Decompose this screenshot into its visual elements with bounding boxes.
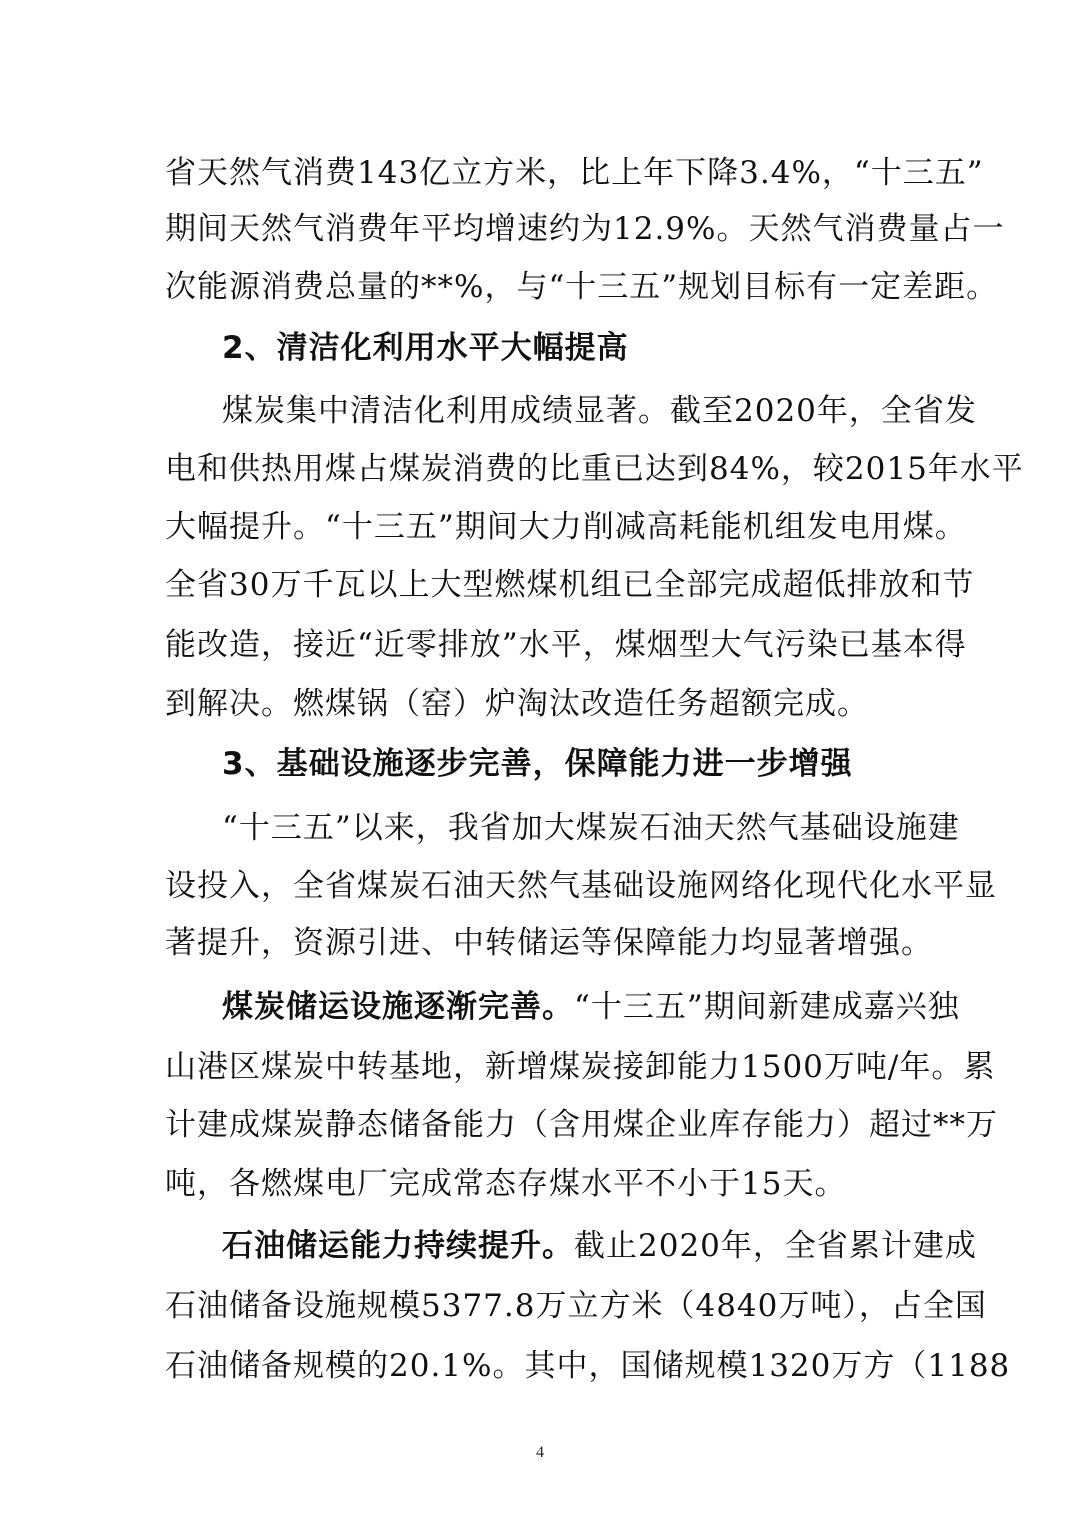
lead-in-bold: 石油储运能力持续提升。 — [222, 1228, 574, 1264]
paragraph-line: 计建成煤炭静态储备能力（含用煤企业库存能力）超过**万 — [165, 1107, 998, 1143]
paragraph-line: 全省30万千瓦以上大型燃煤机组已全部完成超低排放和节 — [165, 567, 975, 603]
paragraph-line: 大幅提升。“十三五”期间大力削减高耗能机组发电用煤。 — [165, 509, 967, 545]
section-heading: 2、清洁化利用水平大幅提高 — [222, 330, 629, 366]
lead-in-bold: 煤炭储运设施逐渐完善。 — [222, 989, 574, 1025]
paragraph-line: 电和供热用煤占煤炭消费的比重已达到84%，较2015年水平 — [165, 451, 1024, 487]
paragraph-line: 著提升，资源引进、中转储运等保障能力均显著增强。 — [165, 925, 933, 961]
paragraph-line: 石油储备规模的20.1%。其中，国储规模1320万方（1188 — [165, 1348, 1011, 1384]
section-heading: 3、基础设施逐步完善，保障能力进一步增强 — [222, 746, 853, 782]
paragraph-line: 山港区煤炭中转基地，新增煤炭接卸能力1500万吨/年。累 — [165, 1049, 996, 1085]
paragraph-line: 省天然气消费143亿立方米，比上年下降3.4%，“十三五” — [165, 155, 984, 191]
paragraph-line: 到解决。燃煤锅（窑）炉淘汰改造任务超额完成。 — [165, 686, 869, 722]
paragraph-line: 设投入，全省煤炭石油天然气基础设施网络化现代化水平显 — [165, 868, 997, 904]
paragraph-line: 吨，各燃煤电厂完成常态存煤水平不小于15天。 — [165, 1166, 847, 1202]
paragraph-line: 煤炭集中清洁化利用成绩显著。截至2020年，全省发 — [222, 393, 977, 429]
paragraph-line: 石油储备设施规模5377.8万立方米（4840万吨），占全国 — [165, 1288, 987, 1324]
paragraph-line: “十三五”以来，我省加大煤炭石油天然气基础设施建 — [222, 810, 960, 846]
paragraph-line: 次能源消费总量的**%，与“十三五”规划目标有一定差距。 — [165, 269, 999, 305]
paragraph-line: 能改造，接近“近零排放”水平，煤烟型大气污染已基本得 — [165, 627, 967, 663]
paragraph-line: 期间天然气消费年平均增速约为12.9%。天然气消费量占一 — [165, 211, 1005, 247]
paragraph-line: 煤炭储运设施逐渐完善。“十三五”期间新建成嘉兴独 — [222, 989, 960, 1025]
paragraph-line: 石油储运能力持续提升。截止2020年，全省累计建成 — [222, 1228, 977, 1264]
page-number: 4 — [536, 1444, 544, 1461]
